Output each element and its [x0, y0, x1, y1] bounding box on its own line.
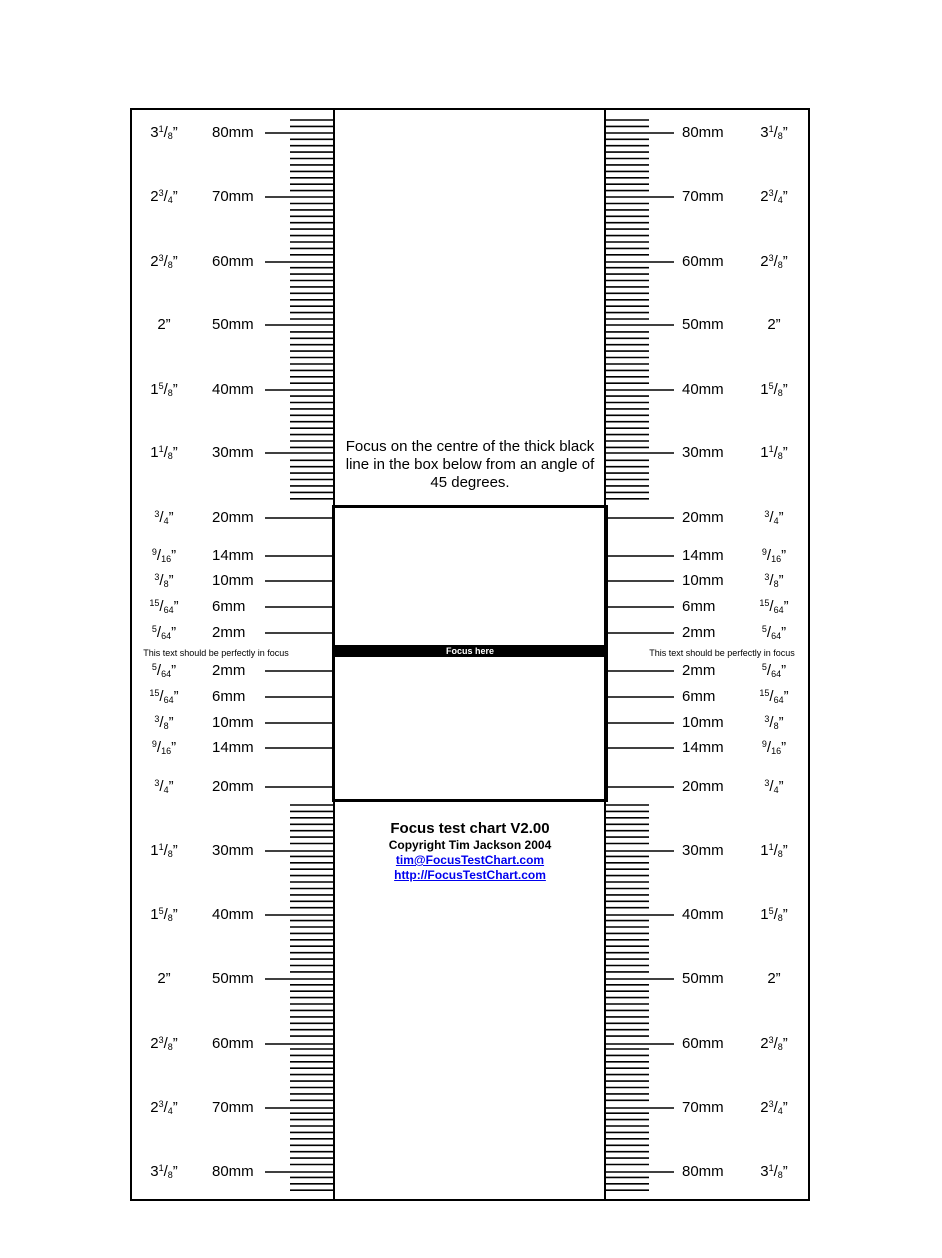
inch-label-right: $2^3/_4$”	[760, 188, 788, 205]
mm-label-left: 40mm	[212, 381, 254, 398]
inch-label-left: $^3/_8$”	[154, 714, 174, 731]
inch-label-left: $1^1/_8$”	[150, 444, 178, 461]
inch-label-right: $1^1/_8$”	[760, 842, 788, 859]
inch-label-right: $^3/_8$”	[764, 714, 784, 731]
inch-label-left: $2^3/_4$”	[150, 1099, 178, 1116]
instruction-text: Focus on the centre of the thick black line in the box below from an angle of 45 degrees.	[345, 438, 595, 491]
mm-label-left: 70mm	[212, 1099, 254, 1116]
inch-label-right: $^5/_{64}$”	[761, 624, 787, 641]
mm-label-left: 60mm	[212, 253, 254, 270]
inch-label-left: $1^5/_8$”	[150, 906, 178, 923]
focus-note-right: This text should be perfectly in focus	[649, 648, 795, 658]
mm-label-right: 10mm	[682, 714, 724, 731]
mm-label-left: 40mm	[212, 906, 254, 923]
mm-label-right: 2mm	[682, 624, 716, 641]
copyright-text: Copyright Tim Jackson 2004	[388, 838, 552, 852]
inch-label-right: $1^5/_8$”	[760, 381, 788, 398]
mm-label-right: 80mm	[682, 124, 724, 141]
inch-label-left: $^9/_{16}$”	[151, 739, 177, 756]
inch-label-left: $^5/_{64}$”	[151, 662, 177, 679]
email-link[interactable]: tim@FocusTestChart.com	[395, 853, 545, 867]
inch-label-left: $2^3/_8$”	[150, 253, 178, 270]
mm-label-left: 14mm	[212, 739, 254, 756]
inch-label-right: $2^3/_8$”	[760, 1035, 788, 1052]
mm-label-right: 6mm	[682, 598, 716, 615]
inch-label-left: $^{15}/_{64}$”	[149, 688, 179, 705]
inch-label-left: $^3/_4$”	[154, 509, 174, 526]
mm-label-right: 70mm	[682, 188, 724, 205]
mm-label-left: 2mm	[212, 624, 246, 641]
mm-label-right: 20mm	[682, 509, 724, 526]
inch-label-right: 2”	[767, 970, 781, 987]
mm-label-right: 2mm	[682, 662, 716, 679]
mm-label-right: 60mm	[682, 1035, 724, 1052]
focus-box-bottom	[332, 657, 608, 802]
mm-label-right: 20mm	[682, 778, 724, 795]
inch-label-left: $2^3/_4$”	[150, 188, 178, 205]
mm-label-left: 6mm	[212, 598, 246, 615]
inch-label-right: $^9/_{16}$”	[761, 739, 787, 756]
mm-label-right: 30mm	[682, 842, 724, 859]
website-link[interactable]: http://FocusTestChart.com	[394, 868, 546, 882]
mm-label-left: 30mm	[212, 842, 254, 859]
inch-label-right: $^3/_8$”	[764, 572, 784, 589]
mm-label-right: 50mm	[682, 970, 724, 987]
mm-label-right: 10mm	[682, 572, 724, 589]
inch-label-left: $1^5/_8$”	[150, 381, 178, 398]
mm-label-left: 60mm	[212, 1035, 254, 1052]
mm-label-right: 14mm	[682, 547, 724, 564]
mm-label-left: 80mm	[212, 124, 254, 141]
mm-label-left: 50mm	[212, 970, 254, 987]
mm-label-right: 60mm	[682, 253, 724, 270]
inch-label-left: $^5/_{64}$”	[151, 624, 177, 641]
inch-label-left: 2”	[157, 316, 171, 333]
mm-label-right: 30mm	[682, 444, 724, 461]
inch-label-left: $^3/_4$”	[154, 778, 174, 795]
mm-label-left: 70mm	[212, 188, 254, 205]
mm-label-left: 20mm	[212, 778, 254, 795]
mm-label-left: 2mm	[212, 662, 246, 679]
mm-label-right: 70mm	[682, 1099, 724, 1116]
mm-label-right: 40mm	[682, 381, 724, 398]
credits	[336, 820, 604, 883]
mm-label-left: 20mm	[212, 509, 254, 526]
focus-bar: Focus here	[332, 645, 608, 657]
mm-label-right: 80mm	[682, 1163, 724, 1180]
mm-label-left: 10mm	[212, 572, 254, 589]
inch-label-right: $1^5/_8$”	[760, 906, 788, 923]
inch-label-right: $2^3/_4$”	[760, 1099, 788, 1116]
inch-label-right: $1^1/_8$”	[760, 444, 788, 461]
inch-label-left: $3^1/_8$”	[150, 1163, 178, 1180]
inch-label-left: $1^1/_8$”	[150, 842, 178, 859]
mm-label-left: 6mm	[212, 688, 246, 705]
mm-label-left: 30mm	[212, 444, 254, 461]
inch-label-right: 2”	[767, 316, 781, 333]
inch-label-left: $2^3/_8$”	[150, 1035, 178, 1052]
inch-label-left: $^3/_8$”	[154, 572, 174, 589]
focus-box-top	[332, 505, 608, 648]
inch-label-right: $^3/_4$”	[764, 778, 784, 795]
inch-label-left: 2”	[157, 970, 171, 987]
inch-label-right: $3^1/_8$”	[760, 1163, 788, 1180]
inch-label-right: $2^3/_8$”	[760, 253, 788, 270]
inch-label-right: $^{15}/_{64}$”	[759, 598, 789, 615]
inch-label-right: $^{15}/_{64}$”	[759, 688, 789, 705]
mm-label-right: 14mm	[682, 739, 724, 756]
inch-label-left: $^{15}/_{64}$”	[149, 598, 179, 615]
focus-note-left: This text should be perfectly in focus	[143, 648, 289, 658]
mm-label-left: 50mm	[212, 316, 254, 333]
mm-label-left: 14mm	[212, 547, 254, 564]
inch-label-left: $3^1/_8$”	[150, 124, 178, 141]
inch-label-left: $^9/_{16}$”	[151, 547, 177, 564]
mm-label-right: 50mm	[682, 316, 724, 333]
inch-label-right: $^9/_{16}$”	[761, 547, 787, 564]
chart-title: Focus test chart V2.00	[390, 820, 550, 837]
inch-label-right: $^5/_{64}$”	[761, 662, 787, 679]
mm-label-right: 6mm	[682, 688, 716, 705]
mm-label-left: 80mm	[212, 1163, 254, 1180]
inch-label-right: $3^1/_8$”	[760, 124, 788, 141]
inch-label-right: $^3/_4$”	[764, 509, 784, 526]
mm-label-left: 10mm	[212, 714, 254, 731]
mm-label-right: 40mm	[682, 906, 724, 923]
